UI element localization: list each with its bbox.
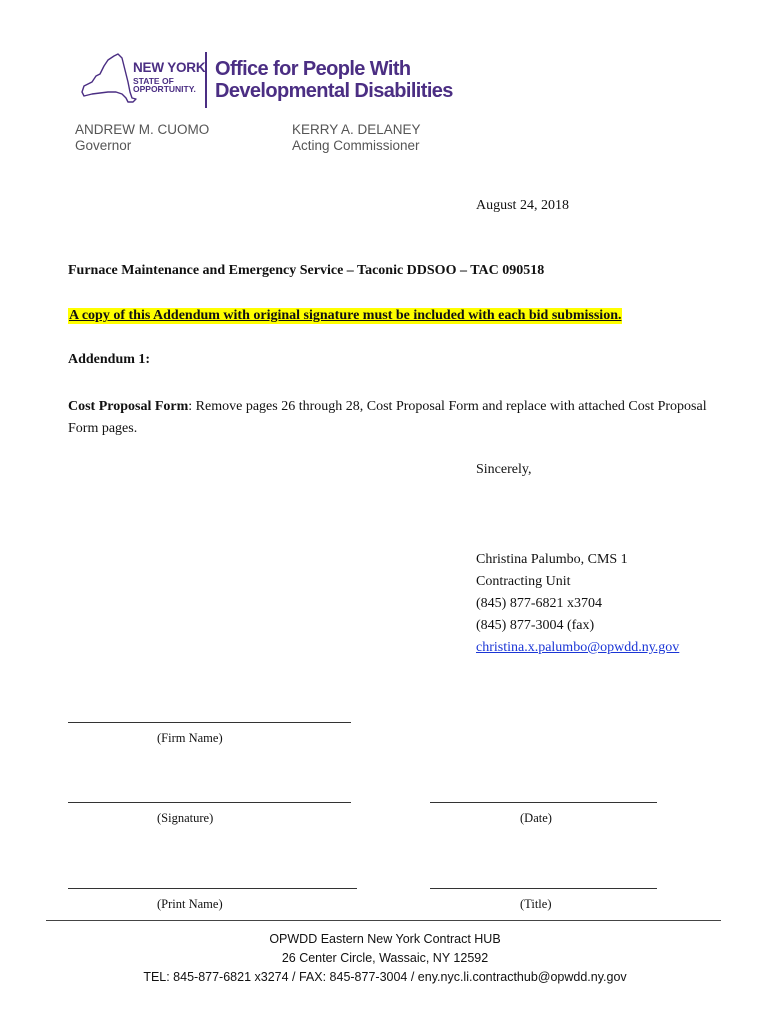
addendum-heading: Addendum 1: xyxy=(68,352,151,367)
signer-phone: (845) 877-6821 x3704 xyxy=(476,596,602,611)
letter-date: August 24, 2018 xyxy=(476,198,569,213)
firm-name-line[interactable] xyxy=(68,722,351,723)
footer xyxy=(0,930,770,987)
commissioner-block xyxy=(292,122,421,154)
logo-state-sub-1: STATE OF xyxy=(133,75,174,86)
signer-unit: Contracting Unit xyxy=(476,574,571,589)
signer-fax: (845) 877-3004 (fax) xyxy=(476,618,595,633)
footer-rule xyxy=(46,920,721,921)
highlighted-notice: A copy of this Addendum with original signature must be included with each bid submission. xyxy=(69,308,622,323)
firm-name-caption: (Firm Name) xyxy=(157,731,223,745)
new-york-state-map-icon xyxy=(78,52,138,108)
commissioner-title: Acting Commissioner xyxy=(292,138,420,153)
logo-divider xyxy=(205,52,207,108)
governor-name: ANDREW M. CUOMO xyxy=(75,122,210,137)
cost-proposal-paragraph xyxy=(68,396,708,440)
print-name-caption: (Print Name) xyxy=(157,897,223,911)
footer-line-3: TEL: 845-877-6821 x3274 / FAX: 845-877-3004 / eny.nyc.li.contracthub@opwdd.ny.gov xyxy=(143,970,627,984)
letter-subject: Furnace Maintenance and Emergency Service – Taconic DDSOO – TAC 090518 xyxy=(68,263,545,278)
commissioner-name: KERRY A. DELANEY xyxy=(292,122,421,137)
governor-block xyxy=(75,122,209,154)
cost-proposal-label: Cost Proposal Form xyxy=(68,399,189,414)
footer-line-1: OPWDD Eastern New York Contract HUB xyxy=(269,932,501,946)
signer-email-link[interactable]: christina.x.palumbo@opwdd.ny.gov xyxy=(476,640,680,655)
title-caption: (Title) xyxy=(520,897,552,911)
cost-proposal-text: : Remove pages 26 through 28, Cost Proposal Form and replace with attached Cost Proposal Form pages. xyxy=(68,399,707,436)
date-line[interactable] xyxy=(430,802,657,803)
logo-office-line-1: Office for People With xyxy=(215,58,411,80)
footer-line-2: 26 Center Circle, Wassaic, NY 12592 xyxy=(281,951,489,965)
signature-caption: (Signature) xyxy=(157,811,214,825)
signer-block xyxy=(476,549,679,659)
print-name-line[interactable] xyxy=(68,888,357,889)
logo-office-line-2: Developmental Disabilities xyxy=(215,80,453,102)
opwdd-wordmark xyxy=(215,58,453,102)
title-line[interactable] xyxy=(430,888,657,889)
signer-name: Christina Palumbo, CMS 1 xyxy=(476,552,628,567)
signature-line[interactable] xyxy=(68,802,351,803)
letter-closing: Sincerely, xyxy=(476,462,532,477)
ny-state-wordmark xyxy=(133,61,205,94)
date-caption: (Date) xyxy=(520,811,552,825)
logo-state-name: NEW YORK xyxy=(133,60,206,75)
governor-title: Governor xyxy=(75,138,132,153)
logo-state-sub-2: OPPORTUNITY. xyxy=(133,84,196,94)
